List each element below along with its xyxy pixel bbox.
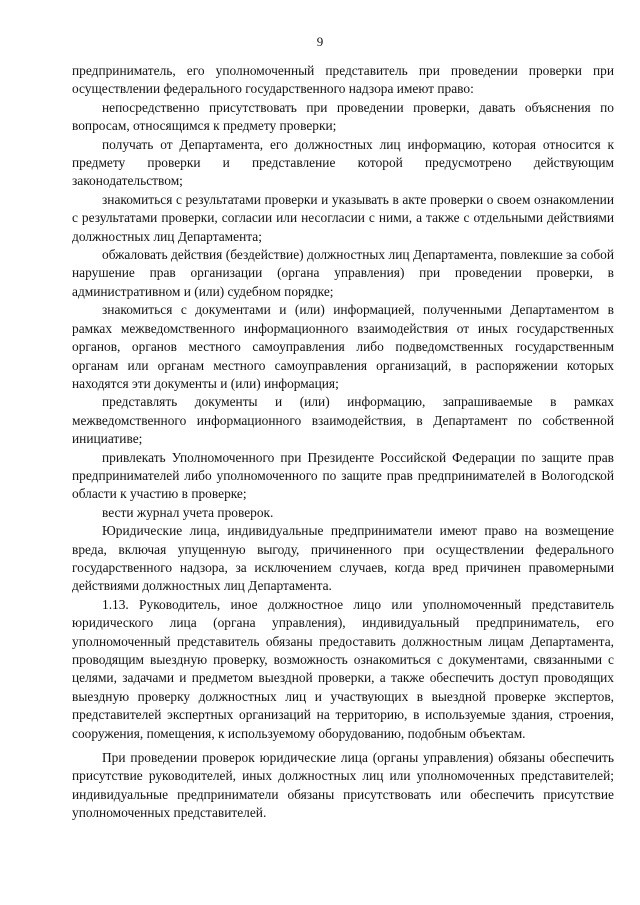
paragraph-right-receive-info: получать от Департамента, его должностных лиц информацию, которая относится к предмету проверки и представление которой предусмотрено действующим законодательством;	[72, 136, 614, 189]
paragraph-right-involve-ombudsman: привлекать Уполномоченного при Президенте Российской Федерации по защите прав предпринимателей либо уполномоченного по защите прав предпринимателей в Вологодской области к участию в проверке;	[72, 449, 614, 502]
paragraph-right-submit-documents: представлять документы и (или) информацию, запрашиваемые в рамках межведомственного информационного взаимодействия, в Департамент по собственной инициативе;	[72, 394, 614, 447]
page-number: 9	[316, 34, 324, 49]
document-body	[72, 62, 614, 823]
paragraph-right-keep-journal: вести журнал учета проверок.	[102, 504, 274, 520]
paragraph-right-review-results: знакомиться с результатами проверки и указывать в акте проверки о своем ознакомлении с результатами проверки, согласии или несогласии с ними, а также с отдельными действиями должностных лиц Департамента;	[72, 191, 614, 244]
paragraph-right-review-documents: знакомиться с документами и (или) информацией, полученными Департаментом в рамках межведомственного информационного взаимодействия от иных государственных органов, органов местного самоуправления либо подведомственных государственным органам или органам местного самоуправления организаций, в распоряжении которых находятся эти документы и (или) информация;	[72, 302, 614, 391]
paragraph-compensation: Юридические лица, индивидуальные предприниматели имеют право на возмещение вреда, включая упущенную выгоду, причиненного при осуществлении федерального государственного надзора, за исключением случаев, когда вред причинен правомерными действиями должностных лиц Департамента.	[72, 523, 614, 594]
paragraph-section-1-13: 1.13. Руководитель, иное должностное лицо или уполномоченный представитель юридического лица (органа управления), индивидуальный предприниматель, его уполномоченный представитель обязаны предоставить должностным лицам Департамента, проводящим выездную проверку, возможность ознакомиться с документами, связанными с целями, задачами и предметом выездной проверки, а также обеспечить доступ проводящих выездную проверку должностных лиц и участвующих в выездной проверке экспертов, представителей экспертных организаций на территорию, в используемые здания, строения, сооружения, помещения, к используемому оборудованию, подобным объектам.	[72, 596, 614, 741]
paragraph-right-attend: непосредственно присутствовать при проведении проверки, давать объяснения по вопросам, относящимся к предмету проверки;	[72, 99, 614, 134]
paragraph-right-appeal: обжаловать действия (бездействие) должностных лиц Департамента, повлекшие за собой нарушение прав организации (органа управления) при проведении проверки, в административном и (или) судебном порядке;	[72, 247, 614, 299]
paragraph-obligation-presence: При проведении проверок юридические лица (органы управления) обязаны обеспечить присутствие руководителей, иных должностных лиц или уполномоченных представителей; индивидуальные предприниматели обязаны присутствовать или обеспечить присутствие уполномоченных представителей.	[72, 750, 614, 821]
paragraph-intro: предприниматель, его уполномоченный представитель при проведении проверки при осуществлении федерального государственного надзора имеют право:	[72, 63, 614, 97]
